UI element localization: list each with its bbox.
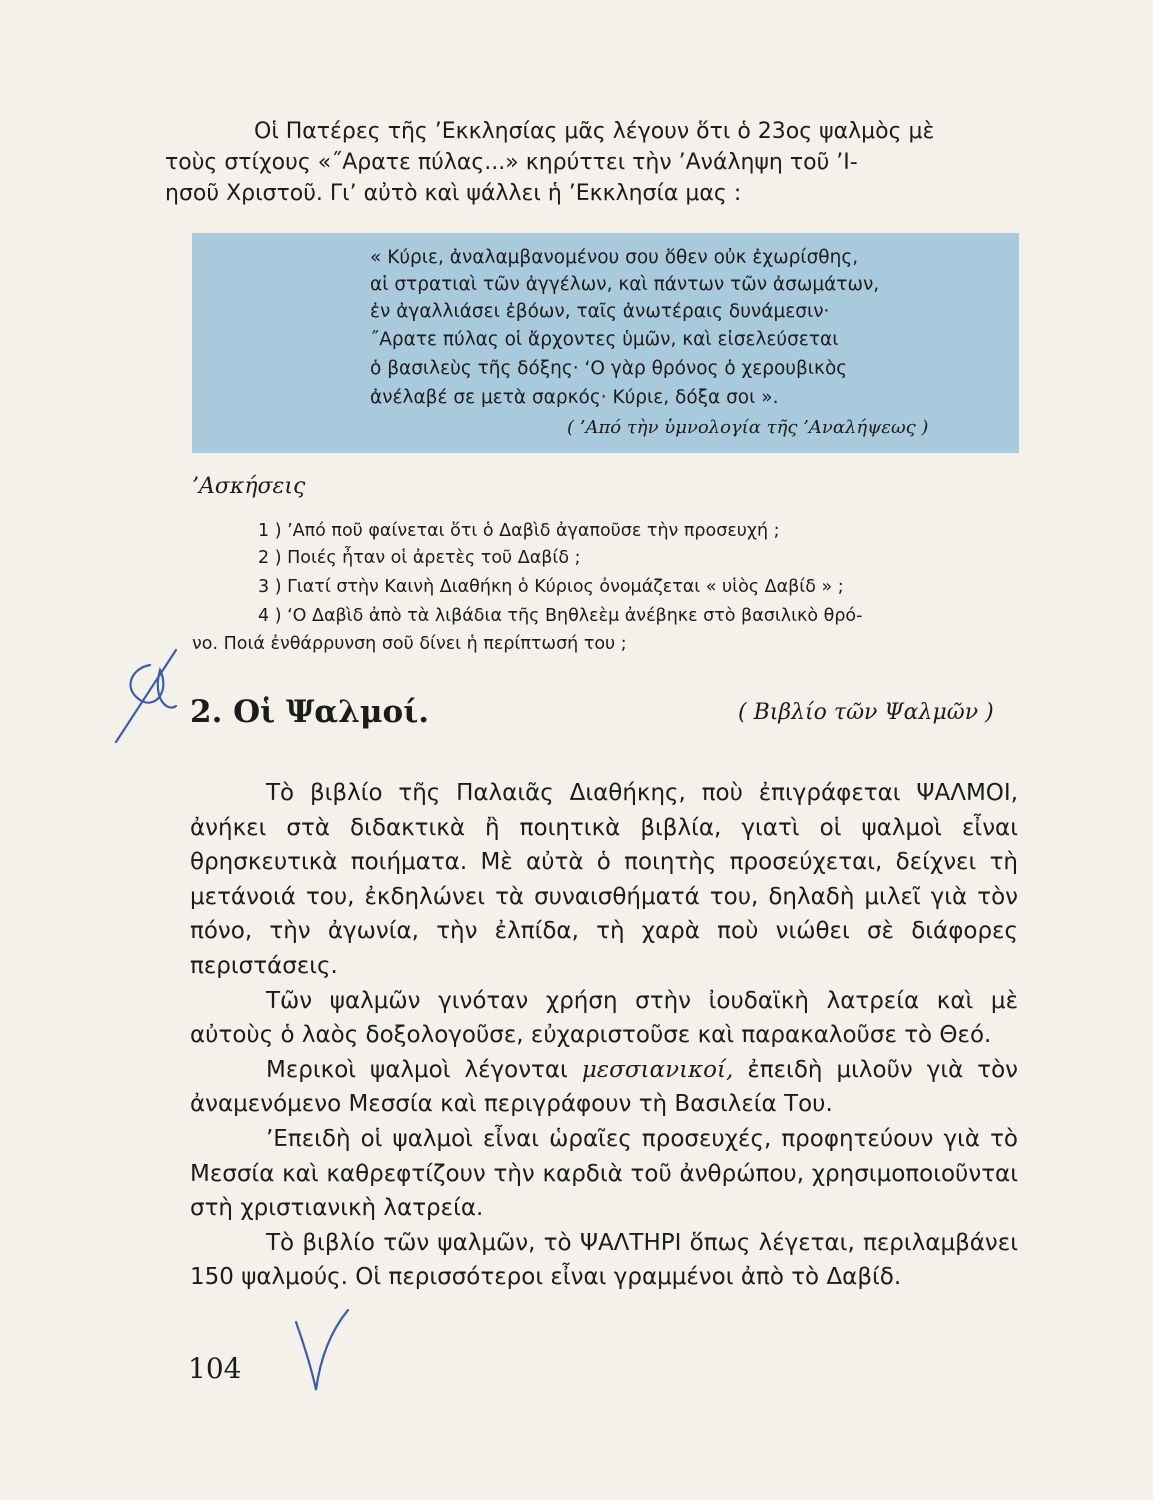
exercise-question: 4 ) ‘Ο Δαβὶδ ἀπὸ τὰ λιβάδια τῆς Βηθλεὲμ ἀνέβηκε στὸ βασιλικὸ θρό- bbox=[258, 606, 863, 626]
page-number: 104 bbox=[188, 1352, 242, 1385]
quote-line: ˝Αρατε πύλας οἱ ἄρχοντες ὑμῶν, καὶ εἰσελεύσεται bbox=[370, 329, 839, 350]
body-paragraph: Τῶν ψαλμῶν γινόταν χρήση στὴν ἰουδαϊκὴ λατρεία καὶ μὲ αὐτοὺς ὁ λαὸς δοξολογοῦσε, εὐχαριστοῦσε καὶ παρακαλοῦσε τὸ Θεό. bbox=[190, 987, 1018, 1049]
quote-line: ὁ βασιλεὺς τῆς δόξης· ‘Ο γὰρ θρόνος ὁ χερουβικὸς bbox=[370, 358, 848, 379]
exercises-heading: ’Ασκήσεις bbox=[192, 474, 306, 499]
intro-line: Οἱ Πατέρες τῆς ’Εκκλησίας μᾶς λέγουν ὅτι ὁ 23ος ψαλμὸς μὲ bbox=[254, 119, 935, 144]
body-text-run: ἐπειδὴ μιλοῦν γιὰ τὸν ἀναμενόμενο Μεσσία καὶ περιγράφουν τὴ Βασιλεία Του. bbox=[190, 1056, 1019, 1118]
messianic-term: μεσσιανικοί, bbox=[581, 1056, 734, 1083]
quote-line: ἐν ἀγαλλιάσει ἐβόων, ταῖς ἀνωτέραις δυνάμεσιν· bbox=[370, 301, 830, 322]
quote-line: « Κύριε, ἀναλαμβανομένου σου ὅθεν οὐκ ἐχωρίσθης, bbox=[370, 247, 859, 268]
body-paragraph bbox=[190, 1053, 1018, 1122]
body-paragraph: Τὸ βιβλίο τῶν ψαλμῶν, τὸ ΨΑΛΤΗΡΙ ὅπως λέγεται, περιλαμβάνει 150 ψαλμούς. Οἱ περισσότεροι εἶναι γραμμένοι ἀπὸ τὸ Δαβίδ. bbox=[190, 1229, 1018, 1291]
exercise-question: 2 ) Ποιές ἦταν οἱ ἀρετὲς τοῦ Δαβίδ ; bbox=[258, 548, 581, 568]
quote-line: ἀνέλαβέ σε μετὰ σαρκός· Κύριε, δόξα σοι ». bbox=[370, 387, 779, 408]
intro-line: ησοῦ Χριστοῦ. Γι’ αὐτὸ καὶ ψάλλει ἡ ’Εκκλησία μας : bbox=[165, 181, 742, 206]
section-subtitle: ( Βιβλίο τῶν Ψαλμῶν ) bbox=[738, 700, 994, 725]
handwritten-mark-margin bbox=[116, 650, 176, 742]
section-title: 2. Οἱ Ψαλμοί. bbox=[190, 694, 430, 730]
psalms-body-text bbox=[190, 776, 1018, 1295]
body-text-run: Μερικοὶ ψαλμοὶ λέγονται bbox=[266, 1056, 568, 1083]
intro-paragraph bbox=[165, 116, 1017, 209]
body-paragraph: ’Επειδὴ οἱ ψαλμοὶ εἶναι ὡραῖες προσευχές, προφητεύουν γιὰ τὸ Μεσσία καὶ καθρεφτίζουν τὴν καρδιὰ τοῦ ἀνθρώπου, χρησιμοποιοῦνται στὴ χριστιανικὴ λατρεία. bbox=[190, 1125, 1018, 1222]
exercise-question: 1 ) ’Από ποῦ φαίνεται ὅτι ὁ Δαβὶδ ἀγαποῦσε τὴν προσευχή ; bbox=[258, 521, 780, 541]
exercise-question: 3 ) Γιατί στὴν Καινὴ Διαθήκη ὁ Κύριος ὀνομάζεται « υἱὸς Δαβίδ » ; bbox=[258, 577, 844, 597]
handwritten-mark-bottom bbox=[296, 1310, 348, 1390]
quote-source: ( ’Από τὴν ὑμνολογία τῆς ’Αναλήψεως ) bbox=[567, 417, 929, 438]
intro-line: τοὺς στίχους «˝Αρατε πύλας...» κηρύττει τὴν ’Ανάληψη τοῦ ’Ι- bbox=[165, 150, 858, 175]
exercise-question: νο. Ποιά ἐνθάρρυνση σοῦ δίνει ἡ περίπτωσή του ; bbox=[192, 634, 627, 654]
body-paragraph: Τὸ βιβλίο τῆς Παλαιᾶς Διαθήκης, ποὺ ἐπιγράφεται ΨΑΛΜΟΙ, ἀνήκει στὰ διδακτικὰ ἢ ποιητικὰ βιβλία, γιατὶ οἱ ψαλμοὶ εἶναι θρησκευτικὰ ποιήματα. Μὲ αὐτὰ ὁ ποιητὴς προσεύχεται, δείχνει τὴ μετάνοιά του, ἐκδηλώνει τὰ συναισθήματά του, δηλαδὴ μιλεῖ γιὰ τὸν πόνο, τὴν ἀγωνία, τὴν ἐλπίδα, τὴ χαρὰ ποὺ νιώθει σὲ διάφορες περιστάσεις. bbox=[190, 780, 1018, 979]
quote-line: αἱ στρατιαὶ τῶν ἀγγέλων, καὶ πάντων τῶν ἀσωμάτων, bbox=[370, 274, 880, 295]
